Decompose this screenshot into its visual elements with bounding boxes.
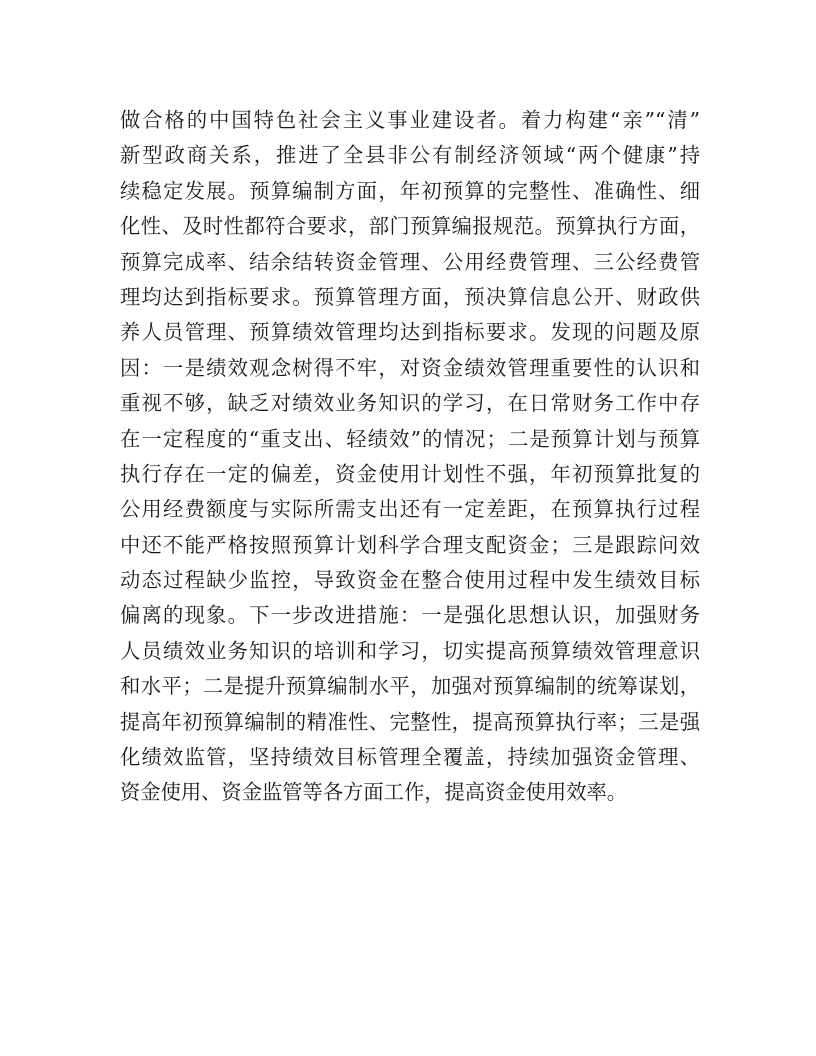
paragraph-line-4: 化性、及时性都符合要求，部门预算编报规范。预算执行方面， [120,214,700,239]
paragraph-line-8: 因：一是绩效观念树得不牢，对资金绩效管理重要性的认识和 [120,355,700,380]
paragraph-line-7: 养人员管理、预算绩效管理均达到指标要求。发现的问题及原 [120,320,700,345]
paragraph-line-11: 执行存在一定的偏差，资金使用计划性不强，年初预算批复的 [120,461,700,486]
paragraph-line-14: 动态过程缺少监控，导致资金在整合使用过程中发生绩效目标 [120,568,700,593]
paragraph-line-18: 提高年初预算编制的精准性、完整性，提高预算执行率；三是强 [120,709,700,734]
body-paragraph [120,103,700,811]
paragraph-line-17: 和水平；二是提升预算编制水平，加强对预算编制的统筹谋划， [120,674,700,699]
paragraph-line-6: 理均达到指标要求。预算管理方面，预决算信息公开、财政供 [120,284,700,309]
paragraph-line-9: 重视不够，缺乏对绩效业务知识的学习，在日常财务工作中存 [120,391,700,416]
paragraph-line-19: 化绩效监管，坚持绩效目标管理全覆盖，持续加强资金管理、 [120,745,700,770]
paragraph-line-15: 偏离的现象。下一步改进措施：一是强化思想认识，加强财务 [120,603,700,628]
paragraph-line-13: 中还不能严格按照预算计划科学合理支配资金；三是跟踪问效 [120,532,700,557]
paragraph-line-16: 人员绩效业务知识的培训和学习，切实提高预算绩效管理意识 [120,638,700,663]
paragraph-line-2: 新型政商关系，推进了全县非公有制经济领域“两个健康”持 [120,143,700,168]
paragraph-line-1: 做合格的中国特色社会主义事业建设者。着力构建“亲”“清” [120,108,700,132]
paragraph-line-20: 资金使用、资金监管等各方面工作，提高资金使用效率。 [120,780,628,805]
paragraph-line-12: 公用经费额度与实际所需支出还有一定差距，在预算执行过程 [120,497,700,522]
paragraph-line-3: 续稳定发展。预算编制方面，年初预算的完整性、准确性、细 [120,178,700,203]
paragraph-line-5: 预算完成率、结余结转资金管理、公用经费管理、三公经费管 [120,249,700,274]
paragraph-line-10: 在一定程度的“重支出、轻绩效”的情况；二是预算计划与预算 [120,426,700,451]
